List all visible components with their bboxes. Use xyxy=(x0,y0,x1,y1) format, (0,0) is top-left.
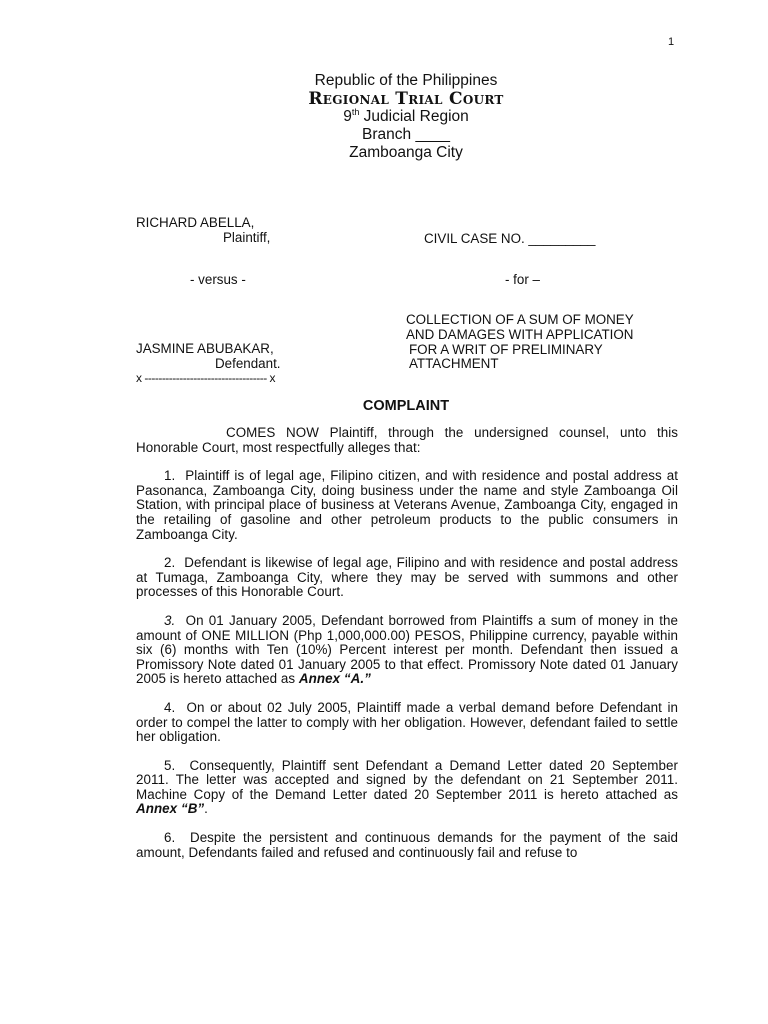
allegation-paragraph xyxy=(136,556,678,600)
allegation-paragraph xyxy=(136,831,678,860)
paragraph-text: Defendant is likewise of legal age, Filipino and with residence and postal address at Tumaga, Zamboanga City, where they may be served with summons and other processes of this Honorable Court. xyxy=(136,555,678,600)
court-header xyxy=(0,72,768,162)
caption-separator: x ----------------------------------- x xyxy=(136,371,276,385)
paragraph-number: 6. xyxy=(164,830,176,846)
for-label: - for – xyxy=(505,272,540,287)
city-line: Zamboanga City xyxy=(349,144,463,161)
court-name: Regional Trial Court xyxy=(308,89,504,109)
civil-case-number: CIVIL CASE NO. _________ xyxy=(424,231,596,246)
paragraph-tail: . xyxy=(204,801,208,817)
case-nature-line-3: FOR A WRIT OF PRELIMINARY xyxy=(409,342,603,357)
defendant-role: Defendant. xyxy=(215,356,281,371)
allegation-paragraph xyxy=(136,701,678,745)
paragraph-text: Plaintiff is of legal age, Filipino citizen, and with residence and postal address at Pasonanca, Zamboanga City, doing business under the name and style Zamboanga Oil Station, with principal place of business at Veterans Avenue, Zamboanga City, engaged in the retailing of gasoline and other petroleum products to the public consumers in Zamboanga City. xyxy=(136,468,678,542)
paragraph-number: 2. xyxy=(164,555,176,571)
plaintiff-name: RICHARD ABELLA, xyxy=(136,215,255,230)
paragraph-text: Despite the persistent and continuous demands for the payment of the said amount, Defendants failed and refused and continuously fail and refuse to xyxy=(136,830,678,860)
page-number: 1 xyxy=(668,36,675,48)
annex-reference: Annex “A.” xyxy=(298,671,371,687)
document-title: COMPLAINT xyxy=(362,398,450,414)
paragraph-number: 5. xyxy=(164,757,176,773)
republic-line: Republic of the Philippines xyxy=(314,72,498,89)
complaint-body xyxy=(136,426,678,874)
intro-paragraph: COMES NOW Plaintiff, through the undersigned counsel, unto this Honorable Court, most respectfully alleges that: xyxy=(136,425,678,455)
defendant-name: JASMINE ABUBAKAR, xyxy=(136,341,274,356)
paragraph-text: On or about 02 July 2005, Plaintiff made a verbal demand before Defendant in order to compel the latter to comply with her obligation. However, defendant failed to settle her obligation. xyxy=(136,699,678,745)
allegation-paragraph xyxy=(136,469,678,542)
case-nature-line-2: AND DAMAGES WITH APPLICATION xyxy=(406,327,634,342)
paragraph-number: 4. xyxy=(164,699,176,715)
paragraph-number: 3. xyxy=(164,612,176,628)
case-nature-line-1: COLLECTION OF A SUM OF MONEY xyxy=(406,312,634,327)
allegation-paragraph xyxy=(136,759,678,817)
branch-line: Branch ____ xyxy=(362,126,450,143)
versus-label: - versus - xyxy=(190,272,246,287)
judicial-region-line: 9th Judicial Region xyxy=(343,106,469,125)
paragraph-number: 1. xyxy=(164,468,176,484)
annex-reference: Annex “B” xyxy=(136,801,205,817)
paragraph-text: On 01 January 2005, Defendant borrowed from Plaintiffs a sum of money in the amount of ONE MILLION (Php 1,000,000.00) PESOS, Philippine currency, payable within six (6) months with Ten (10%) Percent interest per month. Defendant then issued a Promissory Note dated 01 January 2005 to that effect. Promissory Note dated 01 January 2005 is hereto attached as xyxy=(136,612,678,687)
paragraph-text: Consequently, Plaintiff sent Defendant a Demand Letter dated 20 September 2011. The letter was accepted and signed by the defendant on 21 September 2011. Machine Copy of the Demand Letter dated 20 September 2011 is hereto attached as xyxy=(136,757,678,802)
plaintiff-role: Plaintiff, xyxy=(223,230,271,245)
case-nature-line-4: ATTACHMENT xyxy=(409,356,499,371)
allegation-paragraph xyxy=(136,614,678,687)
